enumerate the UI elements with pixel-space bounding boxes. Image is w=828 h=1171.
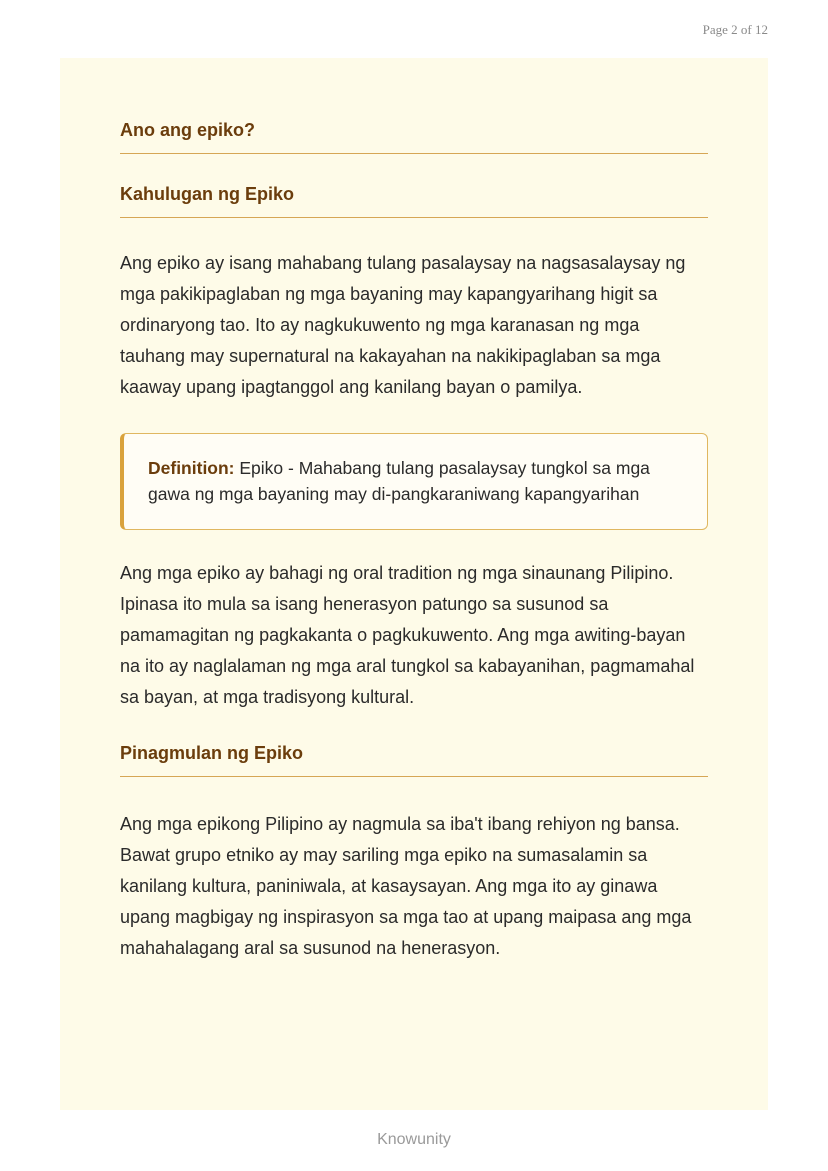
heading-kahulugan: Kahulugan ng Epiko bbox=[120, 184, 708, 218]
section-title: Ano ang epiko? bbox=[120, 120, 708, 154]
footer-brand: Knowunity bbox=[377, 1131, 451, 1148]
paragraph-pinagmulan: Ang mga epikong Pilipino ay nagmula sa iba't ibang rehiyon ng bansa. Bawat grupo etniko ay may sariling mga epiko na sumasalamin sa kanilang kultura, paniniwala, at kasaysayan. Ang mga ito ay ginawa upang magbigay ng inspirasyon sa mga tao at upang maipasa ang mga mahahalagang aral sa susunod na henerasyon. bbox=[120, 814, 692, 958]
page-number: Page 2 of 12 bbox=[702, 22, 768, 37]
paragraph-kahulugan: Ang epiko ay isang mahabang tulang pasalaysay na nagsasalaysay ng mga pakikipaglaban ng mga bayaning may kapangyarihang higit sa ordinaryong tao. Ito ay nagkukuwento ng mga karanasan ng mga tauhang may supernatural na kakayahan na nakikipaglaban sa mga kaaway upang ipagtanggol ang kanilang bayan o pamilya. bbox=[120, 253, 686, 397]
definition-label: Definition: bbox=[148, 458, 235, 478]
paragraph-oral-tradition: Ang mga epiko ay bahagi ng oral tradition ng mga sinaunang Pilipino. Ipinasa ito mula sa isang henerasyon patungo sa susunod sa pamamagitan ng pagkakanta o pagkukuwento. Ang mga awiting-bayan na ito ay naglalaman ng mga aral tungkol sa kabayanihan, pagmamahal sa bayan, at mga tradisyong kultural. bbox=[120, 563, 695, 707]
heading-pinagmulan: Pinagmulan ng Epiko bbox=[120, 743, 708, 777]
definition-text: Epiko - Mahabang tulang pasalaysay tungkol sa mga gawa ng mga bayaning may di-pangkaraniwang kapangyarihan bbox=[148, 458, 650, 504]
document-page bbox=[60, 58, 768, 1110]
document-content bbox=[120, 116, 708, 964]
definition-box bbox=[120, 433, 708, 530]
